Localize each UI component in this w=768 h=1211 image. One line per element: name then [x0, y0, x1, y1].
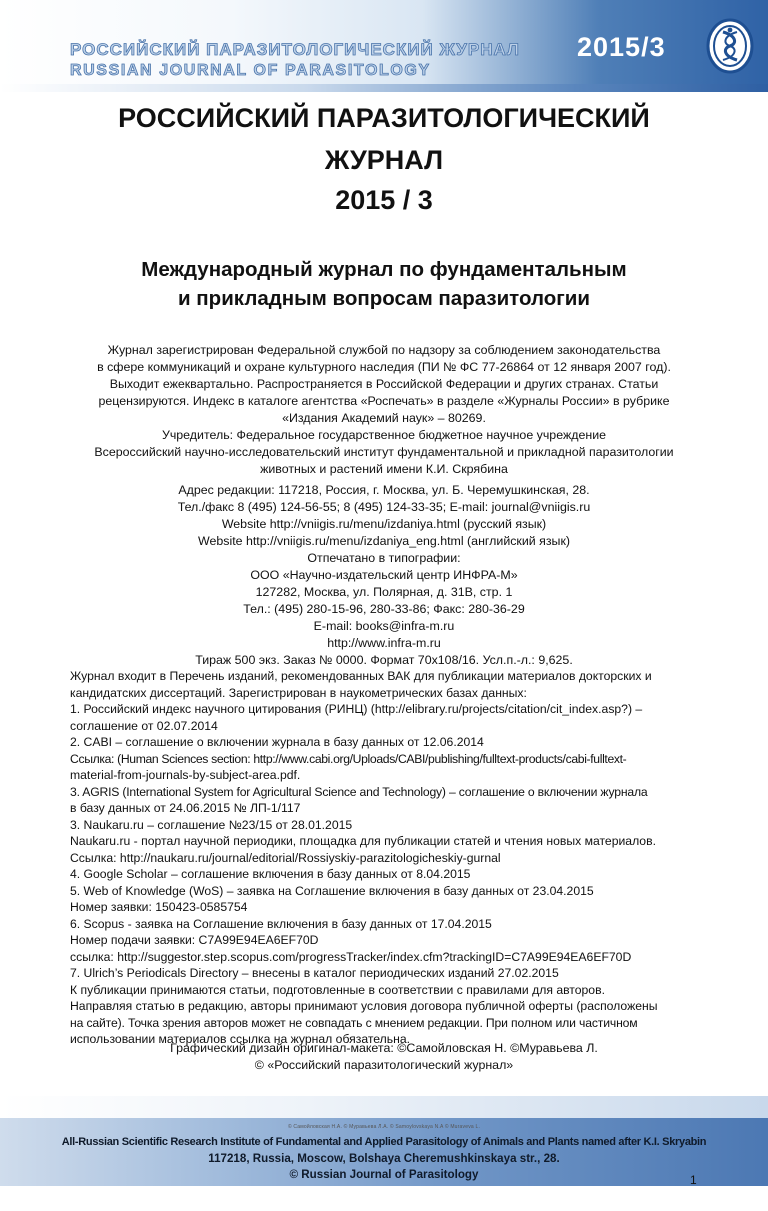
- registration-line: Выходит ежеквартально. Распространяется в Российской Федерации и других странах. Статьи: [109, 377, 659, 391]
- main-title-line-1: РОССИЙСКИЙ ПАРАЗИТОЛОГИЧЕСКИЙ: [118, 103, 650, 133]
- indexing-block: [70, 668, 710, 1048]
- main-title-line-2: ЖУРНАЛ: [324, 145, 444, 175]
- indexing-line: в базу данных от 24.06.2015 № ЛП-1/117: [70, 801, 301, 815]
- main-title-issue: 2015 / 3: [335, 185, 433, 215]
- contact-line: ООО «Научно-издательский центр ИНФРА-М»: [250, 568, 518, 582]
- indexing-line: соглашение от 02.07.2014: [70, 718, 218, 733]
- footer-copyright: © Russian Journal of Parasitology: [289, 1168, 479, 1181]
- registration-line: Всероссийский научно-исследовательский институт фундаментальной и прикладной паразитологии: [94, 445, 674, 459]
- registration-paragraph: [0, 342, 768, 478]
- header-issue-number: 2015/3: [577, 32, 666, 62]
- registration-line: в сфере коммуникаций и охране культурного наследия (ПИ № ФС 77-26864 от 12 января 2007 год).: [97, 360, 671, 374]
- indexing-line: К публикации принимаются статьи, подготовленные в соответствии с правилами для авторов.: [70, 982, 605, 997]
- contact-line: Тираж 500 экз. Заказ № 0000. Формат 70x108/16. Усл.п.-л.: 9,625.: [195, 653, 573, 667]
- registration-line: животных и растений имени К.И. Скрябина: [260, 462, 508, 476]
- footer-small-credits: © Самойловская Н.А. © Муравьева Л.А. © Samoylovskaya N.A © Muraveva L.: [287, 1124, 481, 1130]
- registration-line: Учредитель: Федеральное государственное бюджетное научное учреждение: [161, 428, 607, 442]
- journal-header-banner: [0, 0, 768, 92]
- indexing-line: на сайте). Точка зрения авторов может не совпадать с мнением редакции. При полном или частичном: [70, 1015, 638, 1030]
- footer-institute-name: All-Russian Scientific Research Institute of Fundamental and Applied Parasitology of Animals and Plants named after K.I. Skryabin: [61, 1136, 707, 1148]
- registration-line: «Издания Академий наук» – 80269.: [282, 411, 486, 425]
- registration-line: рецензируются. Индекс в каталоге агентства «Роспечать» в разделе «Журналы России» в рубрике: [98, 394, 670, 408]
- indexing-line: ссылка: http://suggestor.step.scopus.com/progressTracker/index.cfm?trackingID=C7A99E94EA6EF70D: [70, 949, 632, 964]
- header-journal-name-ru: РОССИЙСКИЙ ПАРАЗИТОЛОГИЧЕСКИЙ ЖУРНАЛ: [70, 40, 520, 59]
- subtitle-line-1: Международный журнал по фундаментальным: [141, 258, 627, 281]
- contact-line: Отпечатано в типографии:: [307, 551, 461, 565]
- journal-emblem-icon: [706, 18, 754, 74]
- contact-line: Website http://vniigis.ru/menu/izdaniya.html (русский язык): [221, 517, 547, 531]
- subtitle-line-2: и прикладным вопросам паразитологии: [178, 287, 590, 310]
- indexing-line: Naukaru.ru - портал научной периодики, площадка для публикации статей и чтения новых материалов.: [70, 834, 656, 848]
- page-number: 1: [690, 1173, 697, 1187]
- indexing-line: material-from-journals-by-subject-area.pdf.: [70, 768, 301, 782]
- credit-line: © «Российский паразитологический журнал»: [254, 1058, 514, 1072]
- contact-line: Адрес редакции: 117218, Россия, г. Москва, ул. Б. Черемушкинская, 28.: [178, 483, 590, 497]
- footer-light-band: [0, 1096, 768, 1118]
- contact-line: Тел.: (495) 280-15-96, 280-33-86; Факс: 280-36-29: [243, 602, 525, 616]
- indexing-line: 1. Российский индекс научного цитирования (РИНЦ) (http://elibrary.ru/projects/citation/cit_index.asp?) –: [70, 702, 643, 716]
- credit-line: Графический дизайн оригинал-макета: ©Самойловская Н. ©Муравьева Л.: [170, 1041, 598, 1055]
- header-journal-name-en: RUSSIAN JOURNAL OF PARASITOLOGY: [70, 62, 431, 79]
- indexing-line: Номер подачи заявки: C7A99E94EA6EF70D: [70, 933, 319, 947]
- footer-address: 117218, Russia, Moscow, Bolshaya Cheremushkinskaya str., 28.: [208, 1152, 560, 1165]
- indexing-line: 2. CABI – соглашение о включении журнала в базу данных от 12.06.2014: [70, 735, 484, 749]
- indexing-line: 6. Scopus - заявка на Соглашение включения в базу данных от 17.04.2015: [70, 916, 492, 931]
- design-credits: [0, 1040, 768, 1074]
- contact-line: Тел./факс 8 (495) 124-56-55; 8 (495) 124-33-35; E-mail: journal@vniigis.ru: [177, 500, 591, 514]
- contact-line: http://www.infra-m.ru: [327, 636, 441, 650]
- indexing-line: 7. Ulrich’s Periodicals Directory – внесены в каталог периодических изданий 27.02.2015: [70, 966, 559, 980]
- indexing-line: использовании материалов ссылка на журнал обязательна.: [70, 1032, 411, 1046]
- contact-line: 127282, Москва, ул. Полярная, д. 31В, стр. 1: [255, 585, 513, 599]
- contact-line: Website http://vniigis.ru/menu/izdaniya_eng.html (английский язык): [198, 534, 570, 548]
- indexing-line: 3. AGRIS (International System for Agricultural Science and Technology) – соглашение о включении журнала: [70, 784, 648, 799]
- contact-line: E-mail: books@infra-m.ru: [313, 619, 455, 633]
- header-stripe: [0, 84, 768, 92]
- indexing-line: Направляя статью в редакцию, авторы принимают условия договора публичной оферты (расположены: [70, 999, 658, 1013]
- indexing-line: кандидатских диссертаций. Зарегистрирован в наукометрических базах данных:: [70, 685, 527, 700]
- indexing-line: Ссылка: http://naukaru.ru/journal/editorial/Rossiyskiy-parazitologicheskiy-gurnal: [70, 850, 501, 865]
- contacts-block: [0, 482, 768, 669]
- registration-line: Журнал зарегистрирован Федеральной службой по надзору за соблюдением законодательства: [107, 343, 661, 357]
- indexing-line: Журнал входит в Перечень изданий, рекомендованных ВАК для публикации материалов докторских и: [70, 669, 652, 683]
- indexing-line: Ссылка: (Human Sciences section: http://www.cabi.org/Uploads/CABI/publishing/fulltext-products/cabi-fulltext-: [70, 751, 627, 766]
- indexing-line: Номер заявки: 150423-0585754: [70, 900, 248, 914]
- indexing-line: 4. Google Scholar – соглашение включения в базу данных от 8.04.2015: [70, 867, 471, 881]
- indexing-line: 3. Naukaru.ru – соглашение №23/15 от 28.01.2015: [70, 817, 353, 832]
- indexing-line: 5. Web of Knowledge (WoS) – заявка на Соглашение включения в базу данных от 23.04.2015: [70, 883, 594, 898]
